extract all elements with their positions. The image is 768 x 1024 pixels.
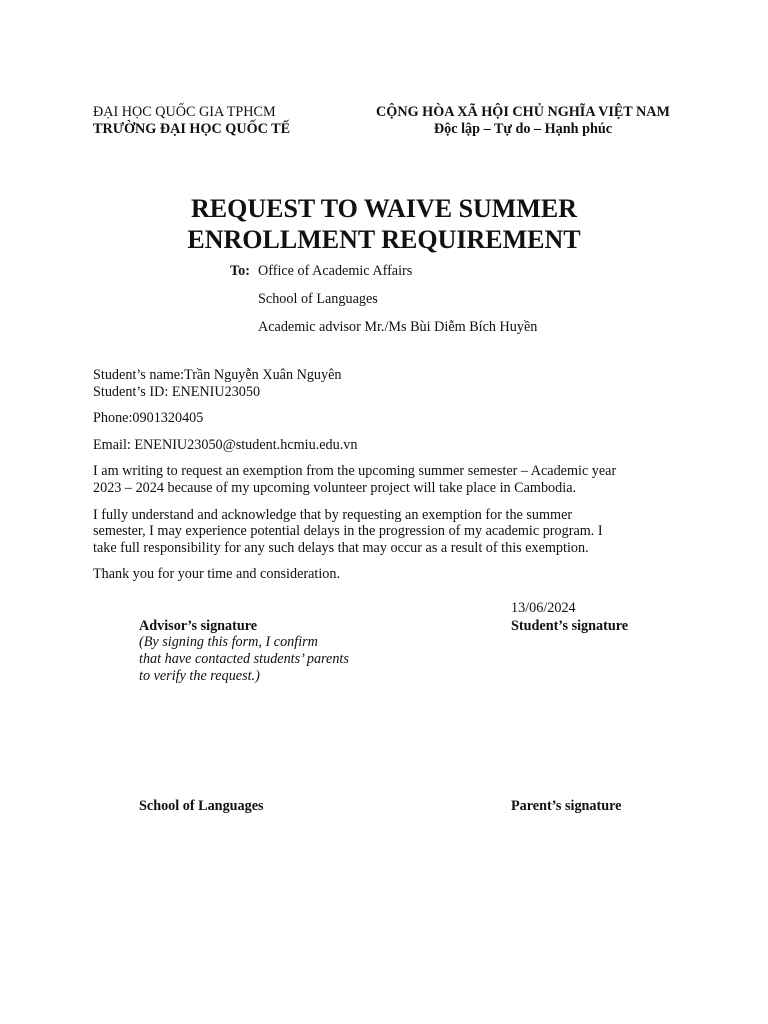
paragraph-line: semester, I may experience potential delays in the progression of my academic program. I [93, 523, 603, 540]
paragraph-line: take full responsibility for any such delays that may occur as a result of this exemption. [93, 539, 589, 556]
title-line-2: ENROLLMENT REQUIREMENT [187, 225, 581, 254]
advisor-signature-label: Advisor’s signature [139, 618, 258, 634]
to-label: To: [230, 263, 250, 279]
paragraph-acknowledgement [93, 507, 678, 557]
parent-signature-label: Parent’s signature [511, 798, 622, 814]
national-title: CỘNG HÒA XÃ HỘI CHỦ NGHĨA VIỆT NAM [376, 104, 670, 120]
closing-line: Thank you for your time and consideration. [93, 566, 341, 583]
paragraph-request [93, 463, 678, 496]
paragraph-line: I fully understand and acknowledge that by requesting an exemption for the summer [93, 506, 573, 523]
advisor-note-line: (By signing this form, I confirm [139, 634, 318, 650]
student-phone: Phone:0901320405 [93, 410, 204, 427]
recipient-block [230, 263, 537, 347]
title-line-1: REQUEST TO WAIVE SUMMER [190, 194, 577, 223]
student-email: Email: ENENIU23050@student.hcmiu.edu.vn [93, 436, 358, 453]
advisor-note-line: to verify the request.) [139, 668, 260, 684]
recipient-line [230, 291, 537, 319]
recipient-school: School of Languages [258, 291, 378, 307]
advisor-note-line: that have contacted students’ parents [139, 651, 349, 667]
signature-date: 13/06/2024 [511, 600, 576, 616]
paragraph-line: I am writing to request an exemption from the upcoming summer semester – Academic year [93, 463, 617, 480]
recipient-advisor: Academic advisor Mr./Ms Bùi Diễm Bích Huyền [258, 319, 538, 335]
university-header [93, 104, 343, 138]
university-name: ĐẠI HỌC QUỐC GIA TPHCM [93, 104, 276, 120]
letter-body [93, 367, 678, 583]
student-name: Student’s name:Trần Nguyễn Xuân Nguyên [93, 367, 342, 383]
recipient-office: Office of Academic Affairs [258, 263, 413, 279]
national-motto: Độc lập – Tự do – Hạnh phúc [433, 121, 613, 137]
national-header [355, 104, 691, 138]
school-name: TRƯỜNG ĐẠI HỌC QUỐC TẾ [93, 121, 291, 137]
document-title [83, 193, 685, 255]
paragraph-line: 2023 – 2024 because of my upcoming volunteer project will take place in Cambodia. [93, 479, 577, 496]
student-id: Student’s ID: ENENIU23050 [93, 383, 261, 400]
student-signature-label: Student’s signature [511, 618, 629, 634]
advisor-note [139, 634, 389, 685]
recipient-line [230, 263, 537, 291]
school-signature-label: School of Languages [139, 798, 264, 814]
recipient-line [230, 319, 537, 347]
